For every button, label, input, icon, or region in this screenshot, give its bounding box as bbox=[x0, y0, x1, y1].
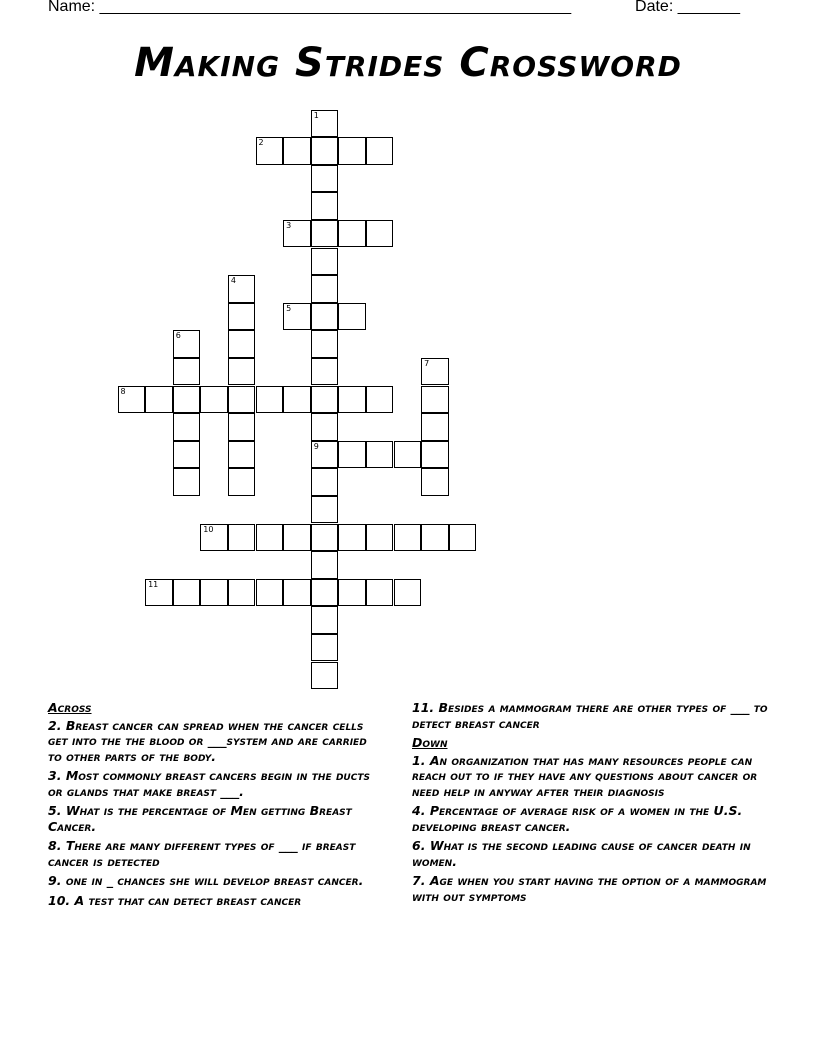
across-clue-8: 8. There are many different types of ___ if breast cancer is detected bbox=[48, 838, 356, 869]
grid-cell[interactable] bbox=[311, 662, 339, 690]
grid-cell[interactable] bbox=[228, 579, 256, 607]
grid-cell[interactable] bbox=[228, 275, 256, 303]
clue-number: 11 bbox=[148, 579, 159, 589]
grid-cell[interactable] bbox=[118, 386, 146, 414]
grid-cell[interactable] bbox=[283, 579, 311, 607]
grid-cell[interactable] bbox=[228, 441, 256, 469]
grid-cell[interactable] bbox=[311, 468, 339, 496]
grid-cell[interactable] bbox=[311, 303, 339, 331]
grid-cell[interactable] bbox=[311, 441, 339, 469]
across-heading: Across bbox=[48, 700, 92, 715]
grid-cell[interactable] bbox=[283, 220, 311, 248]
clues-left-column bbox=[48, 700, 378, 912]
grid-cell[interactable] bbox=[311, 165, 339, 193]
grid-cell[interactable] bbox=[256, 137, 284, 165]
grid-cell[interactable] bbox=[338, 524, 366, 552]
clue-number: 9 bbox=[313, 441, 319, 451]
grid-cell[interactable] bbox=[173, 579, 201, 607]
clue-number: 7 bbox=[424, 358, 430, 368]
across-clue-3: 3. Most commonly breast cancers begin in the ducts or glands that make breast ___. bbox=[48, 768, 370, 799]
grid-cell[interactable] bbox=[228, 468, 256, 496]
clue-number: 1 bbox=[313, 110, 319, 120]
grid-cell[interactable] bbox=[173, 441, 201, 469]
grid-cell[interactable] bbox=[200, 524, 228, 552]
grid-cell[interactable] bbox=[338, 220, 366, 248]
clue-number: 8 bbox=[120, 386, 126, 396]
grid-cell[interactable] bbox=[338, 303, 366, 331]
grid-cell[interactable] bbox=[228, 303, 256, 331]
across-clue-9: 9. one in _ chances she will develop breast cancer. bbox=[48, 873, 364, 888]
grid-cell[interactable] bbox=[228, 524, 256, 552]
grid-cell[interactable] bbox=[421, 386, 449, 414]
grid-cell[interactable] bbox=[173, 413, 201, 441]
grid-cell[interactable] bbox=[311, 579, 339, 607]
grid-cell[interactable] bbox=[173, 358, 201, 386]
worksheet-header bbox=[48, 0, 740, 22]
grid-cell[interactable] bbox=[283, 524, 311, 552]
grid-cell[interactable] bbox=[366, 524, 394, 552]
grid-cell[interactable] bbox=[338, 441, 366, 469]
down-clue-6: 6. What is the second leading cause of cancer death in women. bbox=[412, 838, 751, 869]
clue-number: 3 bbox=[286, 220, 292, 230]
grid-cell[interactable] bbox=[394, 579, 422, 607]
grid-cell[interactable] bbox=[338, 137, 366, 165]
grid-cell[interactable] bbox=[311, 110, 339, 138]
grid-cell[interactable] bbox=[256, 579, 284, 607]
clue-number: 4 bbox=[230, 276, 236, 286]
grid-cell[interactable] bbox=[449, 524, 477, 552]
grid-cell[interactable] bbox=[421, 524, 449, 552]
across-clue-11: 11. Besides a mammogram there are other types of ___ to detect breast cancer bbox=[412, 700, 768, 731]
grid-cell[interactable] bbox=[366, 441, 394, 469]
grid-cell[interactable] bbox=[173, 330, 201, 358]
grid-cell[interactable] bbox=[311, 606, 339, 634]
clue-number: 5 bbox=[286, 303, 292, 313]
grid-cell[interactable] bbox=[421, 468, 449, 496]
grid-cell[interactable] bbox=[421, 358, 449, 386]
grid-cell[interactable] bbox=[311, 386, 339, 414]
down-clue-7: 7. Age when you start having the option of a mammogram with out symptoms bbox=[412, 873, 767, 904]
grid-cell[interactable] bbox=[283, 386, 311, 414]
grid-cell[interactable] bbox=[256, 386, 284, 414]
grid-cell[interactable] bbox=[173, 468, 201, 496]
name-field[interactable]: Name: _____________________________________________________ bbox=[48, 0, 572, 15]
grid-cell[interactable] bbox=[366, 386, 394, 414]
grid-cell[interactable] bbox=[311, 551, 339, 579]
grid-cell[interactable] bbox=[228, 358, 256, 386]
grid-cell[interactable] bbox=[394, 524, 422, 552]
grid-cell[interactable] bbox=[228, 413, 256, 441]
grid-cell[interactable] bbox=[200, 386, 228, 414]
grid-cell[interactable] bbox=[338, 579, 366, 607]
clue-number: 6 bbox=[175, 331, 181, 341]
down-clue-4: 4. Percentage of average risk of a women in the U.S. developing breast cancer. bbox=[412, 803, 743, 834]
grid-cell[interactable] bbox=[311, 496, 339, 524]
grid-cell[interactable] bbox=[173, 386, 201, 414]
grid-cell[interactable] bbox=[311, 275, 339, 303]
grid-cell[interactable] bbox=[311, 220, 339, 248]
grid-cell[interactable] bbox=[311, 413, 339, 441]
grid-cell[interactable] bbox=[311, 358, 339, 386]
grid-cell[interactable] bbox=[311, 137, 339, 165]
grid-cell[interactable] bbox=[145, 386, 173, 414]
grid-cell[interactable] bbox=[338, 386, 366, 414]
grid-cell[interactable] bbox=[311, 524, 339, 552]
grid-cell[interactable] bbox=[311, 634, 339, 662]
date-field[interactable]: Date: _______ bbox=[635, 0, 740, 15]
across-clue-10: 10. A test that can detect breast cancer bbox=[48, 892, 302, 908]
grid-cell[interactable] bbox=[283, 137, 311, 165]
grid-cell[interactable] bbox=[145, 579, 173, 607]
grid-cell[interactable] bbox=[421, 413, 449, 441]
grid-cell[interactable] bbox=[366, 579, 394, 607]
grid-cell[interactable] bbox=[366, 137, 394, 165]
down-heading: Down bbox=[412, 735, 448, 750]
grid-cell[interactable] bbox=[311, 330, 339, 358]
clue-number: 10 bbox=[203, 524, 214, 534]
across-clue-5: 5. What is the percentage of Men getting Breast Cancer. bbox=[48, 803, 352, 834]
clue-number: 2 bbox=[258, 138, 264, 148]
grid-cell[interactable] bbox=[394, 441, 422, 469]
grid-cell[interactable] bbox=[228, 330, 256, 358]
grid-cell[interactable] bbox=[283, 303, 311, 331]
grid-cell[interactable] bbox=[228, 386, 256, 414]
grid-cell[interactable] bbox=[256, 524, 284, 552]
grid-cell[interactable] bbox=[200, 579, 228, 607]
page-title: Making Strides Crossword bbox=[134, 40, 682, 86]
grid-cell[interactable] bbox=[366, 220, 394, 248]
grid-cell[interactable] bbox=[421, 441, 449, 469]
grid-cell[interactable] bbox=[311, 192, 339, 220]
across-clue-2: 2. Breast cancer can spread when the cancer cells get into the the blood or ___system and are carried to other parts of the body. bbox=[48, 717, 367, 764]
down-clue-1: 1. An organization that has many resources people can reach out to if they have any questions about cancer or need help in anyway after their diagnosis bbox=[412, 752, 758, 799]
grid-cell[interactable] bbox=[311, 248, 339, 276]
clues-right-column bbox=[412, 700, 772, 908]
